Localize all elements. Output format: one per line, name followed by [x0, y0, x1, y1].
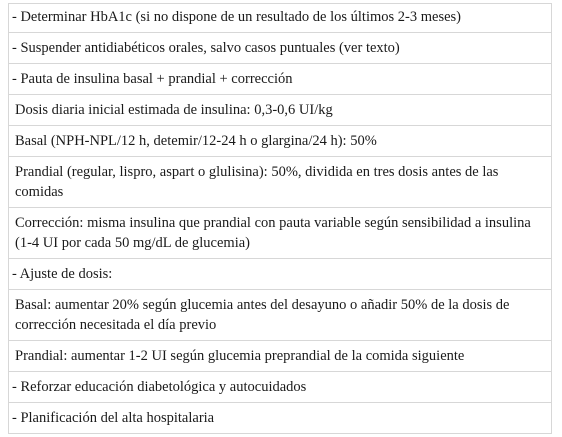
row-text-prandial-adjust: Prandial: aumentar 1-2 UI según glucemia preprandial de la comida siguiente — [9, 341, 552, 372]
row-text-discharge: - Planificación del alta hospitalaria — [9, 403, 552, 434]
row-text-correction: Corrección: misma insulina que prandial con pauta variable según sensibilidad a insulina (1-4 UI por cada 50 mg/dL de glucemia) — [9, 208, 552, 259]
row-text-education: - Reforzar educación diabetológica y autocuidados — [9, 372, 552, 403]
table-row — [9, 403, 552, 434]
table-row — [9, 372, 552, 403]
table-row — [9, 126, 552, 157]
row-text-suspend-oral: - Suspender antidiabéticos orales, salvo casos puntuales (ver texto) — [9, 33, 552, 64]
row-text-prandial: Prandial (regular, lispro, aspart o glulisina): 50%, dividida en tres dosis antes de las comidas — [9, 157, 552, 208]
table-row — [9, 290, 552, 341]
row-text-dose-adjustment: - Ajuste de dosis: — [9, 259, 552, 290]
table-row — [9, 4, 552, 33]
recommendations-table — [8, 3, 552, 434]
row-text-hba1c: - Determinar HbA1c (si no dispone de un resultado de los últimos 2-3 meses) — [9, 4, 552, 33]
row-text-insulin-regimen: - Pauta de insulina basal + prandial + corrección — [9, 64, 552, 95]
table-row — [9, 259, 552, 290]
table-row — [9, 341, 552, 372]
table-row — [9, 33, 552, 64]
table-row — [9, 157, 552, 208]
table-row — [9, 95, 552, 126]
table-row — [9, 208, 552, 259]
table-row — [9, 64, 552, 95]
row-text-basal: Basal (NPH-NPL/12 h, detemir/12-24 h o glargina/24 h): 50% — [9, 126, 552, 157]
row-text-basal-adjust: Basal: aumentar 20% según glucemia antes del desayuno o añadir 50% de la dosis de corrección necesitada el día previo — [9, 290, 552, 341]
row-text-initial-dose: Dosis diaria inicial estimada de insulina: 0,3-0,6 UI/kg — [9, 95, 552, 126]
